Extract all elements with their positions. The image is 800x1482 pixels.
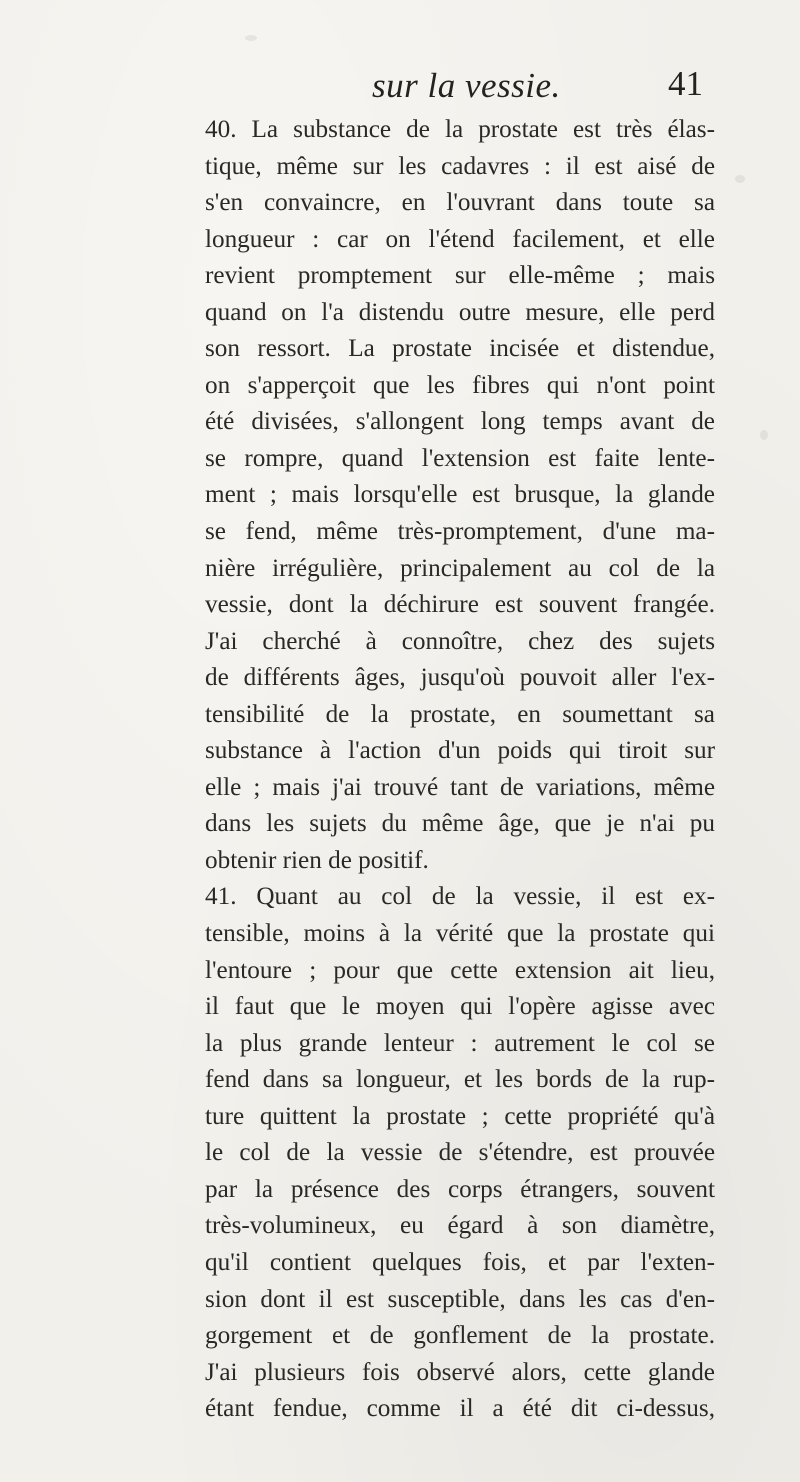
text-line: s'en convaincre, en l'ouvrant dans toute sa [205,189,715,217]
text-line: tensibilité de la prostate, en soumettant sa [205,700,715,728]
text-line: étant fendue, comme il a été dit ci-dessus, [205,1395,715,1423]
text-line: longueur : car on l'étend facilement, et elle [205,225,715,253]
text-line: substance à l'action d'un poids qui tiroit sur [205,737,715,765]
body-text [205,112,715,1428]
text-line: été divisées, s'allongent long temps avant de [205,408,715,436]
text-line: ment ; mais lorsqu'elle est brusque, la glande [205,481,715,509]
text-line: se rompre, quand l'extension est faite lente- [205,444,715,472]
text-line: quand on l'a distendu outre mesure, elle perd [205,298,715,326]
text-line: 41. Quant au col de la vessie, il est ex- [205,883,715,911]
page-number: 41 [668,64,703,103]
paper-smudge [245,35,257,41]
text-line: de différents âges, jusqu'où pouvoit aller l'ex- [205,664,715,692]
text-line: très-volumineux, eu égard à son diamètre, [205,1212,715,1240]
text-line: la plus grande lenteur : autrement le col se [205,1029,715,1057]
text-line: nière irrégulière, principalement au col de la [205,554,715,582]
text-line: revient promptement sur elle-même ; mais [205,262,715,290]
text-line: ture quittent la prostate ; cette propriété qu'à [205,1102,715,1130]
text-line: elle ; mais j'ai trouvé tant de variations, même [205,773,715,801]
text-line: il faut que le moyen qui l'opère agisse avec [205,993,715,1021]
paper-smudge [760,430,768,440]
text-line: son ressort. La prostate incisée et distendue, [205,335,715,363]
text-line: gorgement et de gonflement de la prostate. [205,1322,715,1350]
text-line: sion dont il est susceptible, dans les cas d'en- [205,1285,715,1313]
text-line: J'ai plusieurs fois observé alors, cette glande [205,1358,715,1386]
text-line: dans les sujets du même âge, que je n'ai pu [205,810,715,838]
text-line: 40. La substance de la prostate est très élas- [205,116,715,143]
text-line: par la présence des corps étrangers, souvent [205,1175,715,1203]
text-line: J'ai cherché à connoître, chez des sujets [205,627,715,655]
text-line: le col de la vessie de s'étendre, est prouvée [205,1139,715,1167]
running-title: sur la vessie. [372,66,561,105]
paper-smudge [735,175,745,183]
text-line: se fend, même très-promptement, d'une ma- [205,518,715,546]
text-line: obtenir rien de positif. [205,846,429,874]
text-line: tensible, moins à la vérité que la prostate qui [205,920,715,948]
text-line: tique, même sur les cadavres : il est aisé de [205,152,715,180]
text-line: fend dans sa longueur, et les bords de la rup- [205,1066,715,1094]
text-line: vessie, dont la déchirure est souvent frangée. [205,591,715,619]
text-line: l'entoure ; pour que cette extension ait lieu, [205,956,715,984]
running-head [0,60,800,110]
text-line: on s'apperçoit que les fibres qui n'ont point [205,371,715,399]
text-line: qu'il contient quelques fois, et par l'exten- [205,1248,715,1276]
